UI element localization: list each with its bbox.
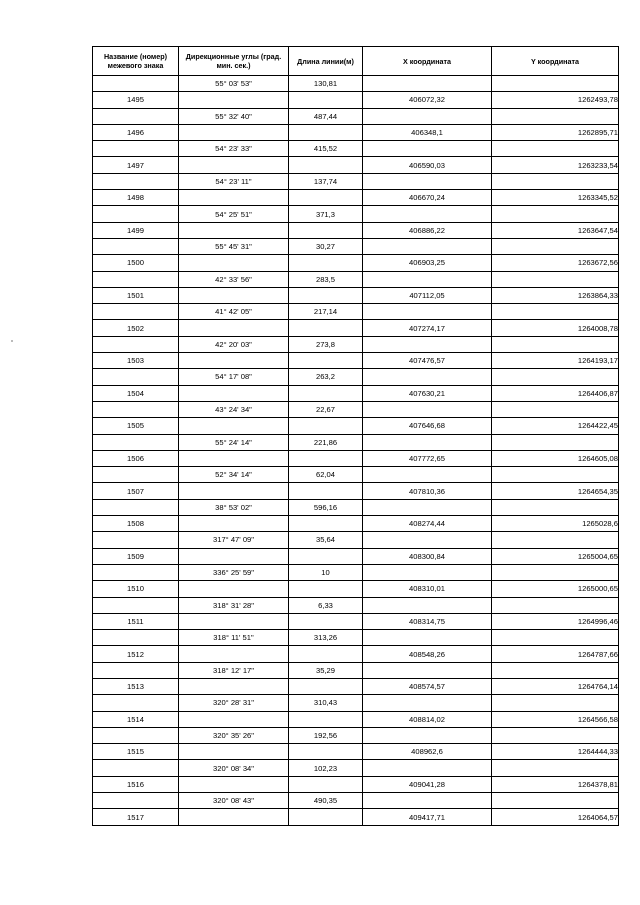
- x-coordinate-cell: 409041,28: [363, 776, 492, 792]
- x-cell: [363, 727, 492, 743]
- y-cell: [492, 499, 619, 515]
- length-cell: 137,74: [289, 173, 363, 189]
- boundary-coordinates-table: [92, 46, 619, 826]
- name-cell: [93, 271, 179, 287]
- point-row: [93, 385, 619, 401]
- name-cell: [93, 662, 179, 678]
- y-cell: [492, 630, 619, 646]
- segment-row: [93, 238, 619, 254]
- length-cell: 596,16: [289, 499, 363, 515]
- length-cell: 263,2: [289, 369, 363, 385]
- length-cell: [289, 255, 363, 271]
- point-name-cell: 1508: [93, 516, 179, 532]
- point-row: [93, 678, 619, 694]
- y-coordinate-cell: 1264605,08: [492, 450, 619, 466]
- x-coordinate-cell: 406886,22: [363, 222, 492, 238]
- y-coordinate-cell: 1264787,66: [492, 646, 619, 662]
- point-row: [93, 222, 619, 238]
- y-coordinate-cell: 1264764,14: [492, 678, 619, 694]
- header-name: Название (номер) межевого знака: [93, 47, 179, 76]
- point-row: [93, 516, 619, 532]
- y-cell: [492, 206, 619, 222]
- angle-cell: [179, 157, 289, 173]
- x-coordinate-cell: 408814,02: [363, 711, 492, 727]
- y-cell: [492, 467, 619, 483]
- segment-row: [93, 369, 619, 385]
- x-coordinate-cell: 406670,24: [363, 190, 492, 206]
- angle-cell: 318° 31' 28": [179, 597, 289, 613]
- x-cell: [363, 173, 492, 189]
- y-cell: [492, 76, 619, 92]
- name-cell: [93, 597, 179, 613]
- x-coordinate-cell: 407646,68: [363, 418, 492, 434]
- x-cell: [363, 532, 492, 548]
- angle-cell: [179, 222, 289, 238]
- angle-cell: [179, 581, 289, 597]
- y-coordinate-cell: 1264406,87: [492, 385, 619, 401]
- y-cell: [492, 597, 619, 613]
- segment-row: [93, 271, 619, 287]
- angle-cell: 52° 34' 14": [179, 467, 289, 483]
- x-cell: [363, 238, 492, 254]
- length-cell: [289, 222, 363, 238]
- angle-cell: [179, 809, 289, 825]
- segment-row: [93, 336, 619, 352]
- y-coordinate-cell: 1265004,65: [492, 548, 619, 564]
- segment-row: [93, 108, 619, 124]
- name-cell: [93, 369, 179, 385]
- header-length: Длина линии(м): [289, 47, 363, 76]
- length-cell: [289, 287, 363, 303]
- name-cell: [93, 467, 179, 483]
- segment-row: [93, 564, 619, 580]
- segment-row: [93, 727, 619, 743]
- y-cell: [492, 532, 619, 548]
- y-coordinate-cell: 1265000,65: [492, 581, 619, 597]
- x-coordinate-cell: 408548,26: [363, 646, 492, 662]
- table-body: [93, 76, 619, 826]
- angle-cell: [179, 450, 289, 466]
- y-coordinate-cell: 1264008,78: [492, 320, 619, 336]
- x-coordinate-cell: 408300,84: [363, 548, 492, 564]
- point-row: [93, 548, 619, 564]
- point-row: [93, 320, 619, 336]
- x-coordinate-cell: 408574,57: [363, 678, 492, 694]
- point-row: [93, 613, 619, 629]
- length-cell: [289, 353, 363, 369]
- segment-row: [93, 467, 619, 483]
- y-cell: [492, 662, 619, 678]
- x-cell: [363, 630, 492, 646]
- name-cell: [93, 499, 179, 515]
- x-cell: [363, 369, 492, 385]
- segment-row: [93, 499, 619, 515]
- x-cell: [363, 499, 492, 515]
- point-name-cell: 1506: [93, 450, 179, 466]
- length-cell: 310,43: [289, 695, 363, 711]
- x-coordinate-cell: 408310,01: [363, 581, 492, 597]
- length-cell: [289, 809, 363, 825]
- length-cell: 217,14: [289, 304, 363, 320]
- x-coordinate-cell: 408962,6: [363, 744, 492, 760]
- length-cell: [289, 678, 363, 694]
- angle-cell: [179, 678, 289, 694]
- angle-cell: 320° 28' 31": [179, 695, 289, 711]
- x-coordinate-cell: 407810,36: [363, 483, 492, 499]
- length-cell: 130,81: [289, 76, 363, 92]
- point-row: [93, 190, 619, 206]
- angle-cell: 54° 17' 08": [179, 369, 289, 385]
- point-name-cell: 1512: [93, 646, 179, 662]
- y-cell: [492, 760, 619, 776]
- angle-cell: 318° 11' 51": [179, 630, 289, 646]
- angle-cell: 54° 23' 33": [179, 141, 289, 157]
- segment-row: [93, 304, 619, 320]
- y-cell: [492, 238, 619, 254]
- point-row: [93, 646, 619, 662]
- name-cell: [93, 630, 179, 646]
- y-coordinate-cell: 1263233,54: [492, 157, 619, 173]
- angle-cell: 54° 25' 51": [179, 206, 289, 222]
- length-cell: [289, 92, 363, 108]
- x-cell: [363, 336, 492, 352]
- point-name-cell: 1497: [93, 157, 179, 173]
- angle-cell: [179, 548, 289, 564]
- length-cell: [289, 548, 363, 564]
- y-cell: [492, 173, 619, 189]
- x-cell: [363, 141, 492, 157]
- length-cell: [289, 418, 363, 434]
- x-coordinate-cell: 408314,75: [363, 613, 492, 629]
- length-cell: [289, 646, 363, 662]
- y-cell: [492, 271, 619, 287]
- header-x: X координата: [363, 47, 492, 76]
- angle-cell: 55° 24' 14": [179, 434, 289, 450]
- y-coordinate-cell: 1264064,57: [492, 809, 619, 825]
- angle-cell: [179, 353, 289, 369]
- y-coordinate-cell: 1264654,35: [492, 483, 619, 499]
- length-cell: 273,8: [289, 336, 363, 352]
- segment-row: [93, 760, 619, 776]
- length-cell: [289, 581, 363, 597]
- segment-row: [93, 597, 619, 613]
- point-row: [93, 124, 619, 140]
- angle-cell: 43° 24' 34": [179, 401, 289, 417]
- point-row: [93, 581, 619, 597]
- length-cell: 415,52: [289, 141, 363, 157]
- x-cell: [363, 206, 492, 222]
- y-coordinate-cell: 1262895,71: [492, 124, 619, 140]
- segment-row: [93, 76, 619, 92]
- x-cell: [363, 793, 492, 809]
- angle-cell: 320° 35' 26": [179, 727, 289, 743]
- length-cell: 62,04: [289, 467, 363, 483]
- y-cell: [492, 727, 619, 743]
- x-coordinate-cell: 407476,57: [363, 353, 492, 369]
- x-cell: [363, 434, 492, 450]
- x-coordinate-cell: 406348,1: [363, 124, 492, 140]
- y-cell: [492, 304, 619, 320]
- x-cell: [363, 467, 492, 483]
- header-angle: Дирекционные углы (град. мин. сек.): [179, 47, 289, 76]
- segment-row: [93, 401, 619, 417]
- point-name-cell: 1498: [93, 190, 179, 206]
- length-cell: [289, 450, 363, 466]
- point-name-cell: 1504: [93, 385, 179, 401]
- name-cell: [93, 401, 179, 417]
- angle-cell: 317° 47' 09": [179, 532, 289, 548]
- x-cell: [363, 760, 492, 776]
- y-cell: [492, 141, 619, 157]
- length-cell: [289, 744, 363, 760]
- segment-row: [93, 695, 619, 711]
- point-name-cell: 1501: [93, 287, 179, 303]
- length-cell: 371,3: [289, 206, 363, 222]
- table-header-row: [93, 47, 619, 76]
- y-cell: [492, 108, 619, 124]
- point-name-cell: 1514: [93, 711, 179, 727]
- length-cell: 35,64: [289, 532, 363, 548]
- angle-cell: [179, 516, 289, 532]
- x-cell: [363, 662, 492, 678]
- length-cell: 490,35: [289, 793, 363, 809]
- segment-row: [93, 793, 619, 809]
- angle-cell: [179, 418, 289, 434]
- y-coordinate-cell: 1263672,56: [492, 255, 619, 271]
- angle-cell: [179, 287, 289, 303]
- point-name-cell: 1511: [93, 613, 179, 629]
- angle-cell: [179, 320, 289, 336]
- length-cell: [289, 124, 363, 140]
- length-cell: 30,27: [289, 238, 363, 254]
- length-cell: [289, 613, 363, 629]
- angle-cell: 41° 42' 05": [179, 304, 289, 320]
- y-coordinate-cell: 1264422,45: [492, 418, 619, 434]
- name-cell: [93, 760, 179, 776]
- angle-cell: [179, 744, 289, 760]
- angle-cell: 42° 33' 56": [179, 271, 289, 287]
- length-cell: [289, 711, 363, 727]
- x-coordinate-cell: 407772,65: [363, 450, 492, 466]
- point-row: [93, 353, 619, 369]
- point-row: [93, 418, 619, 434]
- y-cell: [492, 434, 619, 450]
- point-name-cell: 1516: [93, 776, 179, 792]
- angle-cell: 38° 53' 02": [179, 499, 289, 515]
- length-cell: 283,5: [289, 271, 363, 287]
- header-y: Y координата: [492, 47, 619, 76]
- point-row: [93, 255, 619, 271]
- length-cell: [289, 483, 363, 499]
- length-cell: 487,44: [289, 108, 363, 124]
- segment-row: [93, 630, 619, 646]
- angle-cell: [179, 483, 289, 499]
- name-cell: [93, 336, 179, 352]
- length-cell: 192,56: [289, 727, 363, 743]
- y-cell: [492, 564, 619, 580]
- angle-cell: [179, 92, 289, 108]
- segment-row: [93, 434, 619, 450]
- name-cell: [93, 727, 179, 743]
- length-cell: [289, 157, 363, 173]
- x-coordinate-cell: 408274,44: [363, 516, 492, 532]
- point-row: [93, 744, 619, 760]
- name-cell: [93, 206, 179, 222]
- x-cell: [363, 304, 492, 320]
- x-coordinate-cell: 406072,32: [363, 92, 492, 108]
- scan-speck: [11, 340, 13, 342]
- y-coordinate-cell: 1263647,54: [492, 222, 619, 238]
- point-name-cell: 1495: [93, 92, 179, 108]
- x-coordinate-cell: 407274,17: [363, 320, 492, 336]
- angle-cell: [179, 385, 289, 401]
- y-cell: [492, 695, 619, 711]
- point-name-cell: 1505: [93, 418, 179, 434]
- y-cell: [492, 793, 619, 809]
- angle-cell: 55° 32' 40": [179, 108, 289, 124]
- y-coordinate-cell: 1265028,6: [492, 516, 619, 532]
- name-cell: [93, 532, 179, 548]
- name-cell: [93, 695, 179, 711]
- point-row: [93, 483, 619, 499]
- angle-cell: [179, 613, 289, 629]
- y-cell: [492, 336, 619, 352]
- point-name-cell: 1517: [93, 809, 179, 825]
- y-coordinate-cell: 1264193,17: [492, 353, 619, 369]
- angle-cell: 42° 20' 03": [179, 336, 289, 352]
- segment-row: [93, 662, 619, 678]
- point-row: [93, 450, 619, 466]
- y-coordinate-cell: 1262493,78: [492, 92, 619, 108]
- x-cell: [363, 76, 492, 92]
- name-cell: [93, 434, 179, 450]
- point-row: [93, 809, 619, 825]
- angle-cell: 318° 12' 17": [179, 662, 289, 678]
- point-row: [93, 92, 619, 108]
- x-cell: [363, 401, 492, 417]
- length-cell: 313,26: [289, 630, 363, 646]
- name-cell: [93, 141, 179, 157]
- point-name-cell: 1500: [93, 255, 179, 271]
- length-cell: [289, 190, 363, 206]
- length-cell: 35,29: [289, 662, 363, 678]
- length-cell: [289, 776, 363, 792]
- y-coordinate-cell: 1264996,46: [492, 613, 619, 629]
- point-name-cell: 1502: [93, 320, 179, 336]
- x-cell: [363, 564, 492, 580]
- point-name-cell: 1496: [93, 124, 179, 140]
- name-cell: [93, 238, 179, 254]
- angle-cell: [179, 190, 289, 206]
- angle-cell: 54° 23' 11": [179, 173, 289, 189]
- point-name-cell: 1515: [93, 744, 179, 760]
- point-name-cell: 1509: [93, 548, 179, 564]
- length-cell: [289, 385, 363, 401]
- x-coordinate-cell: 407630,21: [363, 385, 492, 401]
- name-cell: [93, 793, 179, 809]
- x-coordinate-cell: 406590,03: [363, 157, 492, 173]
- angle-cell: 55° 45' 31": [179, 238, 289, 254]
- y-coordinate-cell: 1264378,81: [492, 776, 619, 792]
- y-coordinate-cell: 1263864,33: [492, 287, 619, 303]
- y-cell: [492, 369, 619, 385]
- point-name-cell: 1513: [93, 678, 179, 694]
- segment-row: [93, 173, 619, 189]
- length-cell: [289, 320, 363, 336]
- name-cell: [93, 564, 179, 580]
- name-cell: [93, 304, 179, 320]
- angle-cell: [179, 124, 289, 140]
- point-row: [93, 157, 619, 173]
- angle-cell: [179, 255, 289, 271]
- length-cell: 221,86: [289, 434, 363, 450]
- angle-cell: 336° 25' 59": [179, 564, 289, 580]
- point-name-cell: 1499: [93, 222, 179, 238]
- x-coordinate-cell: 406903,25: [363, 255, 492, 271]
- name-cell: [93, 76, 179, 92]
- angle-cell: [179, 776, 289, 792]
- length-cell: 22,67: [289, 401, 363, 417]
- x-cell: [363, 271, 492, 287]
- y-coordinate-cell: 1263345,52: [492, 190, 619, 206]
- x-cell: [363, 597, 492, 613]
- name-cell: [93, 173, 179, 189]
- y-coordinate-cell: 1264566,58: [492, 711, 619, 727]
- y-coordinate-cell: 1264444,33: [492, 744, 619, 760]
- angle-cell: [179, 711, 289, 727]
- angle-cell: 55° 03' 53": [179, 76, 289, 92]
- point-name-cell: 1507: [93, 483, 179, 499]
- angle-cell: 320° 08' 34": [179, 760, 289, 776]
- segment-row: [93, 206, 619, 222]
- point-row: [93, 287, 619, 303]
- name-cell: [93, 108, 179, 124]
- angle-cell: [179, 646, 289, 662]
- length-cell: 10: [289, 564, 363, 580]
- angle-cell: 320° 08' 43": [179, 793, 289, 809]
- x-cell: [363, 695, 492, 711]
- x-coordinate-cell: 409417,71: [363, 809, 492, 825]
- x-coordinate-cell: 407112,05: [363, 287, 492, 303]
- point-name-cell: 1510: [93, 581, 179, 597]
- length-cell: [289, 516, 363, 532]
- length-cell: 102,23: [289, 760, 363, 776]
- x-cell: [363, 108, 492, 124]
- length-cell: 6,33: [289, 597, 363, 613]
- segment-row: [93, 532, 619, 548]
- point-row: [93, 711, 619, 727]
- point-name-cell: 1503: [93, 353, 179, 369]
- point-row: [93, 776, 619, 792]
- y-cell: [492, 401, 619, 417]
- segment-row: [93, 141, 619, 157]
